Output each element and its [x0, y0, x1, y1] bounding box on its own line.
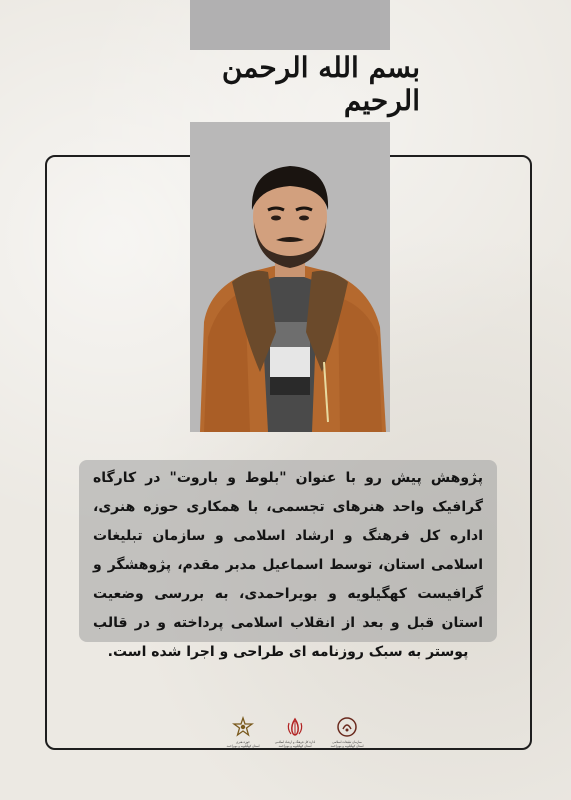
caption-box	[79, 460, 497, 660]
portrait-photo	[190, 122, 390, 432]
organization-emblem-icon	[336, 716, 358, 738]
logo-line: سازمان تبلیغات اسلامی	[332, 740, 362, 744]
logo-line: اداره کل فرهنگ و ارشاد اسلامی	[274, 740, 316, 744]
bismillah-text: بسم الله الرحمن الرحیم	[221, 51, 420, 117]
logo-line: حوزه هنری	[236, 740, 250, 744]
ministry-logo	[272, 716, 318, 748]
organization-logo	[324, 716, 370, 748]
footer-logos	[220, 716, 370, 756]
art-center-emblem-icon	[232, 716, 254, 738]
iran-emblem-icon	[284, 716, 306, 738]
logo-line: استان کهگیلویه و بویراحمد	[330, 744, 364, 748]
portrait-illustration	[190, 122, 390, 432]
art-center-logo	[220, 716, 266, 748]
top-gray-band	[190, 0, 390, 50]
caption-text: پژوهش پیش رو با عنوان "بلوط و باروت" در کارگاه گرافیک واحد هنرهای تجسمی، با همکاری حوزه هنری، اداره کل فرهنگ و ارشاد اسلامی و سازمان تبلیغات اسلامی استان، توسط اسماعیل مدبر مقدم، پژوهشگر و گرافیست کهگیلویه و بویراحمدی، به بررسی وضعیت استان قبل و بعد از انقلاب اسلامی پرداخته و در قالب پوستر به سبک روزنامه ای طراحی و اجرا شده است.	[93, 470, 483, 660]
bismillah-calligraphy	[150, 52, 420, 116]
logo-line: استان کهگیلویه و بویراحمد	[226, 744, 260, 748]
logo-line: استان کهگیلویه و بویراحمد	[278, 744, 312, 748]
